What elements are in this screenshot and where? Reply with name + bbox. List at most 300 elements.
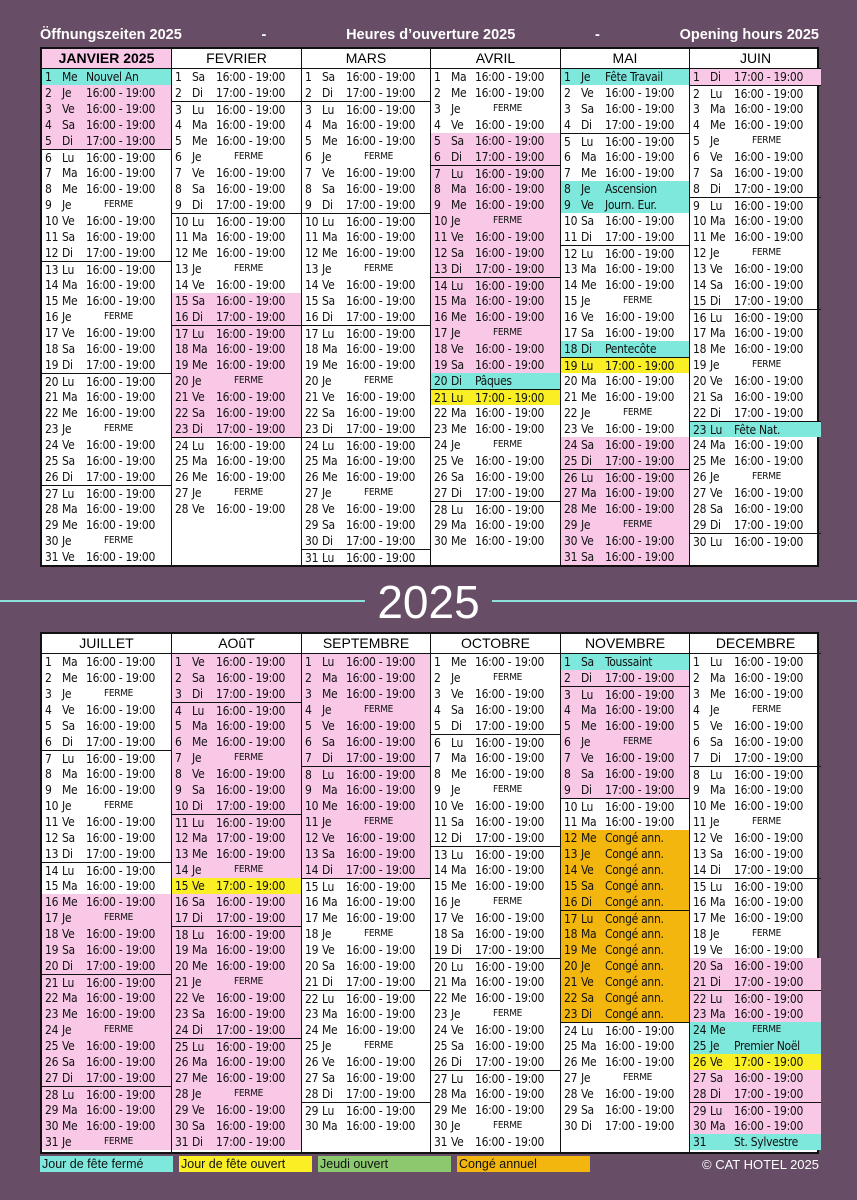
weekday: Ma <box>322 118 338 132</box>
day-row <box>42 798 171 814</box>
weekday: Je <box>322 486 332 500</box>
day-number: 10 <box>693 799 707 813</box>
day-hours: FERME <box>234 487 264 498</box>
weekday: Me <box>710 687 726 701</box>
day-number: 3 <box>45 102 52 116</box>
day-number: 15 <box>175 294 189 308</box>
weekday: Lu <box>451 278 464 293</box>
day-row <box>172 1022 301 1038</box>
day-hours: 16:00 - 19:00 <box>734 214 804 228</box>
weekday: Je <box>710 703 720 717</box>
day-number: 5 <box>434 134 441 148</box>
day-number: 4 <box>434 703 441 717</box>
weekday: Ve <box>451 454 464 468</box>
month-column <box>690 49 821 565</box>
day-row <box>42 910 171 926</box>
day-row <box>561 1102 689 1118</box>
day-hours: 16:00 - 19:00 <box>216 118 286 132</box>
month-name: OCTOBRE <box>431 634 560 654</box>
day-row <box>690 485 821 501</box>
weekday: Ma <box>322 454 338 468</box>
day-hours: FERME <box>493 1120 523 1131</box>
day-hours: Congé ann. <box>605 991 664 1005</box>
day-number: 28 <box>564 1087 578 1101</box>
weekday: Ma <box>322 671 338 685</box>
day-number: 23 <box>45 422 59 436</box>
weekday: Sa <box>581 550 594 564</box>
day-number: 26 <box>175 470 189 484</box>
day-hours: FERME <box>364 151 394 162</box>
weekday: Je <box>322 150 332 164</box>
day-number: 12 <box>564 246 578 261</box>
day-hours: 16:00 - 19:00 <box>734 454 804 468</box>
day-hours: 16:00 - 19:00 <box>346 991 416 1006</box>
day-number: 22 <box>175 406 189 420</box>
day-row <box>690 229 821 245</box>
weekday: Me <box>62 406 78 420</box>
day-hours: 16:00 - 19:00 <box>734 326 804 340</box>
day-number: 19 <box>434 358 448 372</box>
day-hours: 17:00 - 19:00 <box>475 831 545 845</box>
day-number: 17 <box>305 326 319 341</box>
day-hours: 16:00 - 19:00 <box>86 294 156 308</box>
day-hours: 17:00 - 19:00 <box>216 422 286 436</box>
weekday: Ve <box>62 550 75 564</box>
weekday: Ve <box>451 1023 464 1037</box>
day-number: 3 <box>693 102 700 116</box>
day-number: 21 <box>564 975 578 989</box>
day-number: 9 <box>564 198 571 212</box>
day-number: 30 <box>305 534 319 548</box>
day-number: 25 <box>434 1039 448 1053</box>
day-row <box>561 229 689 245</box>
day-row <box>431 702 560 718</box>
day-hours: FERME <box>234 752 264 763</box>
weekday: Ve <box>322 943 335 957</box>
day-number: 26 <box>693 470 707 484</box>
weekday: Sa <box>451 470 464 484</box>
day-number: 2 <box>693 86 700 101</box>
day-number: 12 <box>175 246 189 260</box>
day-row <box>302 1070 430 1086</box>
day-row <box>42 926 171 942</box>
weekday: Je <box>581 182 591 196</box>
day-hours: 16:00 - 19:00 <box>346 454 416 468</box>
day-hours: 16:00 - 19:00 <box>475 230 545 244</box>
day-row <box>302 229 430 245</box>
day-row <box>431 421 560 437</box>
day-number: 23 <box>434 422 448 436</box>
weekday: Di <box>710 975 721 989</box>
day-hours: 16:00 - 19:00 <box>475 655 545 669</box>
weekday: Me <box>192 1071 208 1085</box>
day-number: 12 <box>305 246 319 260</box>
day-number: 20 <box>175 959 189 973</box>
day-number: 9 <box>45 783 52 797</box>
day-row <box>431 926 560 942</box>
weekday: Lu <box>192 927 205 942</box>
day-number: 13 <box>434 262 448 276</box>
day-hours: FERME <box>752 704 782 715</box>
day-row <box>42 894 171 910</box>
day-row <box>302 894 430 910</box>
day-row <box>431 830 560 846</box>
day-hours: 17:00 - 19:00 <box>475 943 545 957</box>
weekday: Ve <box>581 86 594 100</box>
day-hours: 16:00 - 19:00 <box>475 687 545 701</box>
day-number: 6 <box>45 735 52 749</box>
weekday: Ve <box>581 422 594 436</box>
weekday: Je <box>710 1039 720 1053</box>
weekday: Sa <box>451 246 464 260</box>
day-hours: 16:00 - 19:00 <box>86 1087 156 1102</box>
day-row <box>690 910 821 926</box>
day-number: 13 <box>45 262 59 277</box>
day-hours: 16:00 - 19:00 <box>346 214 416 229</box>
day-number: 3 <box>434 102 441 116</box>
weekday: Ma <box>581 703 597 717</box>
day-hours: FERME <box>623 519 653 530</box>
day-number: 17 <box>434 911 448 925</box>
day-hours: 16:00 - 19:00 <box>216 358 286 372</box>
day-hours: FERME <box>104 912 134 923</box>
day-row <box>42 501 171 517</box>
day-hours: 16:00 - 19:00 <box>216 1039 286 1054</box>
day-number: 26 <box>564 470 578 485</box>
weekday: Di <box>710 70 721 84</box>
day-row <box>42 69 171 85</box>
day-number: 15 <box>45 294 59 308</box>
day-number: 14 <box>45 278 59 292</box>
day-hours: 16:00 - 19:00 <box>475 767 545 781</box>
day-row <box>431 309 560 325</box>
day-row <box>302 165 430 181</box>
day-hours: 17:00 - 19:00 <box>346 1087 416 1101</box>
day-hours: 17:00 - 19:00 <box>86 246 156 260</box>
day-hours: 16:00 - 19:00 <box>346 1055 416 1069</box>
weekday: Ma <box>192 230 208 244</box>
day-hours: 16:00 - 19:00 <box>734 719 804 733</box>
weekday: Ma <box>710 895 726 909</box>
day-row <box>690 117 821 133</box>
weekday: Ma <box>192 831 208 845</box>
day-row <box>690 958 821 974</box>
day-number: 28 <box>45 502 59 516</box>
day-row <box>431 1006 560 1022</box>
weekday: Lu <box>192 102 205 117</box>
day-hours: 16:00 - 19:00 <box>216 943 286 957</box>
weekday: Sa <box>322 294 335 308</box>
day-hours: 16:00 - 19:00 <box>605 102 675 116</box>
day-row <box>690 293 821 309</box>
day-number: 17 <box>693 911 707 925</box>
day-row <box>302 766 430 782</box>
day-hours: 16:00 - 19:00 <box>605 470 675 485</box>
weekday: Ma <box>322 1007 338 1021</box>
weekday: Ve <box>192 502 205 516</box>
weekday: Me <box>192 470 208 484</box>
day-row <box>42 197 171 213</box>
day-row <box>431 1038 560 1054</box>
day-hours: FERME <box>364 928 394 939</box>
day-number: 22 <box>305 406 319 420</box>
day-hours: 16:00 - 19:00 <box>734 671 804 685</box>
day-row <box>172 117 301 133</box>
weekday: Lu <box>322 214 335 229</box>
day-number: 26 <box>45 470 59 484</box>
weekday: Je <box>192 751 202 765</box>
day-row <box>431 133 560 149</box>
day-row <box>431 958 560 974</box>
day-hours: FERME <box>234 1088 264 1099</box>
day-number: 18 <box>175 342 189 356</box>
day-row <box>42 469 171 485</box>
day-hours: 16:00 - 19:00 <box>346 406 416 420</box>
day-hours: 17:00 - 19:00 <box>605 358 675 373</box>
weekday: Sa <box>192 1119 205 1133</box>
day-hours: 16:00 - 19:00 <box>346 102 416 117</box>
weekday: Ve <box>710 1055 723 1069</box>
day-row <box>302 469 430 485</box>
day-number: 25 <box>175 454 189 468</box>
day-number: 9 <box>434 198 441 212</box>
weekday: Je <box>322 374 332 388</box>
weekday: Me <box>451 655 467 669</box>
day-hours: 17:00 - 19:00 <box>734 406 804 420</box>
weekday: Lu <box>62 374 75 389</box>
weekday: Me <box>62 518 78 532</box>
weekday: Sa <box>710 166 723 180</box>
day-row <box>172 974 301 990</box>
day-row <box>42 549 171 565</box>
day-row <box>302 405 430 421</box>
day-number: 6 <box>693 735 700 749</box>
weekday: Di <box>322 534 333 548</box>
weekday: Sa <box>581 767 594 781</box>
day-row <box>690 734 821 750</box>
day-row <box>561 325 689 341</box>
day-row <box>561 750 689 766</box>
day-row <box>690 814 821 830</box>
day-hours: 16:00 - 19:00 <box>216 783 286 797</box>
day-number: 5 <box>175 134 182 148</box>
weekday: Me <box>192 134 208 148</box>
day-number: 23 <box>175 1007 189 1021</box>
weekday: Sa <box>62 454 75 468</box>
weekday: Je <box>322 703 332 717</box>
day-hours: 17:00 - 19:00 <box>216 310 286 324</box>
day-number: 14 <box>434 863 448 877</box>
day-row <box>302 501 430 517</box>
day-number: 15 <box>693 879 707 894</box>
day-hours: 16:00 - 19:00 <box>475 911 545 925</box>
weekday: Je <box>710 470 720 484</box>
day-row <box>431 814 560 830</box>
day-hours: Nouvel An <box>86 70 139 84</box>
day-number: 7 <box>693 166 700 180</box>
day-hours: FERME <box>752 135 782 146</box>
day-row <box>561 1054 689 1070</box>
day-row <box>690 389 821 405</box>
day-row <box>172 101 301 117</box>
day-row <box>690 453 821 469</box>
day-number: 29 <box>45 1103 59 1117</box>
day-hours: 16:00 - 19:00 <box>86 166 156 180</box>
day-row <box>561 766 689 782</box>
day-row <box>561 686 689 702</box>
day-row <box>302 485 430 501</box>
day-hours: 16:00 - 19:00 <box>605 86 675 100</box>
month-name: DECEMBRE <box>690 634 821 654</box>
day-row <box>690 469 821 485</box>
day-hours: FERME <box>234 375 264 386</box>
day-number: 23 <box>564 422 578 436</box>
day-row <box>172 1086 301 1102</box>
day-row <box>561 1118 689 1134</box>
day-number: 2 <box>45 671 52 685</box>
day-hours: 16:00 - 19:00 <box>346 390 416 404</box>
day-hours: 17:00 - 19:00 <box>605 671 675 685</box>
weekday: Ve <box>192 655 205 669</box>
day-hours: 17:00 - 19:00 <box>86 735 156 749</box>
weekday: Di <box>322 863 333 877</box>
weekday: Me <box>710 799 726 813</box>
day-row <box>42 421 171 437</box>
day-number: 21 <box>693 975 707 989</box>
day-row <box>561 718 689 734</box>
weekday: Ma <box>62 767 78 781</box>
weekday: Lu <box>322 550 335 565</box>
day-row <box>690 750 821 766</box>
day-hours: 17:00 - 19:00 <box>216 687 286 701</box>
day-number: 6 <box>564 150 571 164</box>
weekday: Lu <box>451 166 464 181</box>
day-number: 28 <box>693 502 707 516</box>
day-row <box>42 654 171 670</box>
weekday: Lu <box>192 438 205 453</box>
day-row <box>561 357 689 373</box>
day-number: 7 <box>45 166 52 180</box>
day-row <box>42 165 171 181</box>
day-number: 18 <box>45 342 59 356</box>
weekday: Sa <box>322 518 335 532</box>
day-hours: FERME <box>623 407 653 418</box>
day-row <box>561 1086 689 1102</box>
day-row <box>431 1022 560 1038</box>
day-hours: 16:00 - 19:00 <box>346 246 416 260</box>
day-number: 16 <box>434 895 448 909</box>
day-hours: 16:00 - 19:00 <box>346 783 416 797</box>
day-row <box>690 942 821 958</box>
day-number: 10 <box>45 214 59 228</box>
weekday: Sa <box>710 278 723 292</box>
day-number: 12 <box>175 831 189 845</box>
day-hours: FERME <box>104 800 134 811</box>
day-number: 29 <box>175 1103 189 1117</box>
weekday: Je <box>451 895 461 909</box>
day-hours: 17:00 - 19:00 <box>475 719 545 733</box>
day-hours: 17:00 - 19:00 <box>86 470 156 484</box>
day-number: 23 <box>305 1007 319 1021</box>
weekday: Di <box>451 150 462 164</box>
day-row <box>431 990 560 1006</box>
day-number: 24 <box>434 1023 448 1037</box>
day-number: 15 <box>564 879 578 893</box>
day-row <box>172 1102 301 1118</box>
day-hours: 16:00 - 19:00 <box>346 326 416 341</box>
weekday: Ma <box>62 1103 78 1117</box>
weekday: Lu <box>192 1039 205 1054</box>
day-row <box>302 277 430 293</box>
day-hours: 16:00 - 19:00 <box>216 326 286 341</box>
day-hours: Congé ann. <box>605 943 664 957</box>
day-hours: FERME <box>364 487 394 498</box>
day-number: 21 <box>434 390 448 405</box>
day-row <box>172 1118 301 1134</box>
day-row <box>690 830 821 846</box>
day-row <box>690 670 821 686</box>
day-number: 3 <box>175 687 182 701</box>
day-row <box>431 654 560 670</box>
day-number: 8 <box>305 767 312 782</box>
day-number: 1 <box>175 655 182 669</box>
day-row <box>172 69 301 85</box>
day-number: 11 <box>434 815 448 829</box>
day-hours: 16:00 - 19:00 <box>475 534 545 548</box>
day-hours: 16:00 - 19:00 <box>475 118 545 132</box>
weekday: Sa <box>451 358 464 372</box>
day-row <box>690 702 821 718</box>
day-hours: 16:00 - 19:00 <box>86 342 156 356</box>
day-number: 23 <box>175 422 189 436</box>
day-number: 10 <box>45 799 59 813</box>
day-row <box>690 894 821 910</box>
day-number: 15 <box>693 294 707 308</box>
day-number: 6 <box>434 150 441 164</box>
weekday: Je <box>581 406 591 420</box>
weekday: Di <box>451 486 462 500</box>
weekday: Me <box>710 911 726 925</box>
day-row <box>172 942 301 958</box>
day-row <box>172 670 301 686</box>
weekday: Me <box>451 879 467 893</box>
day-row <box>561 846 689 862</box>
weekday: Sa <box>710 735 723 749</box>
weekday: Lu <box>710 1103 723 1118</box>
day-hours: 16:00 - 19:00 <box>216 959 286 973</box>
day-hours: 16:00 - 19:00 <box>346 895 416 909</box>
day-number: 14 <box>175 863 189 877</box>
day-hours: 16:00 - 19:00 <box>216 1119 286 1133</box>
month-name: MAI <box>561 49 689 69</box>
day-number: 2 <box>175 86 182 100</box>
weekday: Ve <box>62 102 75 116</box>
day-number: 27 <box>175 486 189 500</box>
weekday: Je <box>192 1087 202 1101</box>
day-row <box>561 654 689 670</box>
day-row <box>302 670 430 686</box>
day-hours: 16:00 - 19:00 <box>346 1007 416 1021</box>
day-hours: 16:00 - 19:00 <box>475 342 545 356</box>
day-number: 29 <box>564 518 578 532</box>
month-column <box>172 634 302 1152</box>
day-number: 16 <box>564 310 578 324</box>
weekday: Ve <box>322 278 335 292</box>
day-hours: 16:00 - 19:00 <box>475 198 545 212</box>
day-hours: FERME <box>104 688 134 699</box>
day-hours: 16:00 - 19:00 <box>734 959 804 973</box>
day-row <box>42 485 171 501</box>
